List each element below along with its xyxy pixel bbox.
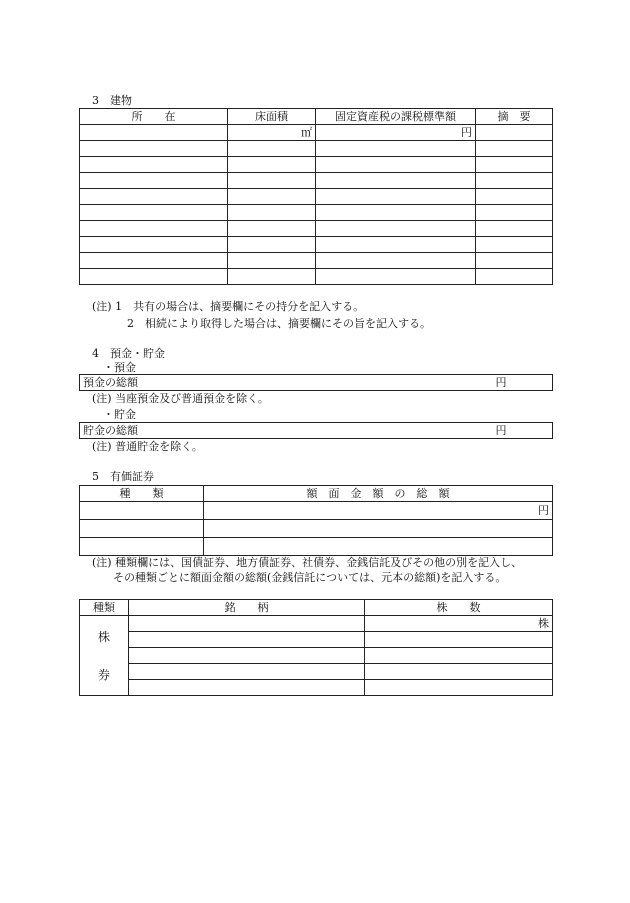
header-stock-kind: 種類 (80, 600, 129, 616)
tax-base-cell[interactable] (316, 141, 476, 157)
area-unit: ㎡ (301, 126, 312, 139)
stock-kind-bottom: 券 (97, 667, 110, 682)
location-cell[interactable] (80, 253, 228, 269)
header-location: 所 在 (80, 109, 228, 125)
table-header-row (80, 600, 553, 616)
savings-total-table (79, 422, 553, 439)
deposit-total-row (80, 375, 553, 391)
area-cell[interactable] (228, 173, 316, 189)
savings-subheading: ・貯金 (103, 408, 136, 421)
area-cell[interactable] (228, 253, 316, 269)
share-count-cell[interactable] (365, 616, 553, 632)
location-cell[interactable] (80, 125, 228, 141)
area-cell[interactable] (228, 237, 316, 253)
area-cell[interactable] (228, 157, 316, 173)
header-share-count: 株 数 (365, 600, 553, 616)
yen-unit: 円 (495, 424, 507, 437)
tax-base-cell[interactable] (316, 237, 476, 253)
table-row (80, 141, 553, 157)
location-cell[interactable] (80, 205, 228, 221)
area-cell[interactable] (228, 141, 316, 157)
stocks-table (79, 599, 553, 696)
header-securities-kind: 種 類 (80, 486, 204, 502)
table-row (80, 173, 553, 189)
remarks-cell[interactable] (476, 189, 553, 205)
header-face-value-total: 額 面 金 額 の 総 額 (204, 486, 553, 502)
face-value-cell[interactable] (204, 538, 553, 556)
securities-note-2: その種類ごとに額面金額の総額(金銭信託については、元本の総額)を記入する。 (113, 571, 507, 584)
remarks-cell[interactable] (476, 157, 553, 173)
share-unit: 株 (538, 617, 549, 630)
remarks-cell[interactable] (476, 141, 553, 157)
tax-base-cell[interactable] (316, 157, 476, 173)
table-row (80, 648, 553, 664)
tax-base-cell[interactable] (316, 205, 476, 221)
table-row (80, 189, 553, 205)
table-header-row (80, 109, 553, 125)
savings-note: (注) 普通貯金を除く。 (92, 440, 203, 453)
tax-base-cell[interactable] (316, 253, 476, 269)
building-note-2: 2 相続により取得した場合は、摘要欄にその旨を記入する。 (127, 317, 431, 330)
table-row (80, 538, 553, 556)
header-tax-base: 固定資産税の課税標準額 (316, 109, 476, 125)
savings-total-label: 貯金の総額 (80, 423, 480, 439)
area-cell[interactable] (228, 189, 316, 205)
tax-base-cell[interactable] (316, 189, 476, 205)
table-row (80, 632, 553, 648)
building-heading: 3 建物 (92, 94, 132, 107)
brand-cell[interactable] (129, 664, 365, 680)
kind-cell[interactable] (80, 520, 204, 538)
area-cell[interactable] (228, 269, 316, 285)
tax-base-cell[interactable] (316, 221, 476, 237)
table-row (80, 237, 553, 253)
kind-cell[interactable] (80, 538, 204, 556)
brand-cell[interactable] (129, 632, 365, 648)
table-row (80, 157, 553, 173)
table-row (80, 502, 553, 520)
table-row (80, 680, 553, 696)
remarks-cell[interactable] (476, 205, 553, 221)
table-row (80, 520, 553, 538)
area-cell[interactable] (228, 125, 316, 141)
tax-base-cell[interactable] (316, 125, 476, 141)
share-count-cell[interactable] (365, 632, 553, 648)
remarks-cell[interactable] (476, 253, 553, 269)
stock-kind-top: 株 (97, 629, 110, 644)
building-table (79, 108, 553, 285)
location-cell[interactable] (80, 237, 228, 253)
deposit-note: (注) 当座預金及び普通預金を除く。 (92, 392, 269, 405)
location-cell[interactable] (80, 141, 228, 157)
stock-kind-cell (80, 616, 129, 696)
table-row (80, 616, 553, 632)
area-cell[interactable] (228, 221, 316, 237)
securities-table (79, 485, 553, 556)
savings-total-value[interactable] (480, 423, 553, 439)
table-row (80, 269, 553, 285)
yen-unit: 円 (538, 504, 549, 517)
remarks-cell[interactable] (476, 173, 553, 189)
yen-unit: 円 (461, 126, 472, 139)
share-count-cell[interactable] (365, 680, 553, 696)
tax-base-cell[interactable] (316, 173, 476, 189)
location-cell[interactable] (80, 221, 228, 237)
table-row (80, 253, 553, 269)
header-brand: 銘 柄 (129, 600, 365, 616)
securities-note-1: (注) 種類欄には、国債証券、地方債証券、社債券、金銭信託及びその他の別を記入し、 (92, 556, 523, 569)
remarks-cell[interactable] (476, 125, 553, 141)
brand-cell[interactable] (129, 616, 365, 632)
savings-total-row (80, 423, 553, 439)
remarks-cell[interactable] (476, 221, 553, 237)
table-row (80, 664, 553, 680)
area-cell[interactable] (228, 205, 316, 221)
location-cell[interactable] (80, 189, 228, 205)
share-count-cell[interactable] (365, 664, 553, 680)
remarks-cell[interactable] (476, 237, 553, 253)
tax-base-cell[interactable] (316, 269, 476, 285)
table-row (80, 125, 553, 141)
deposits-heading: 4 預金・貯金 (92, 347, 165, 360)
remarks-cell[interactable] (476, 269, 553, 285)
deposit-subheading: ・預金 (103, 361, 136, 374)
face-value-cell[interactable] (204, 502, 553, 520)
table-row (80, 221, 553, 237)
table-row (80, 205, 553, 221)
deposit-total-value[interactable] (480, 375, 553, 391)
location-cell[interactable] (80, 173, 228, 189)
kind-cell[interactable] (80, 502, 204, 520)
securities-heading: 5 有価証券 (92, 470, 154, 483)
yen-unit: 円 (495, 376, 507, 389)
location-cell[interactable] (80, 157, 228, 173)
table-header-row (80, 486, 553, 502)
share-count-cell[interactable] (365, 648, 553, 664)
location-cell[interactable] (80, 269, 228, 285)
deposit-total-label: 預金の総額 (80, 375, 480, 391)
brand-cell[interactable] (129, 648, 365, 664)
header-floor-area: 床面積 (228, 109, 316, 125)
header-remarks: 摘 要 (476, 109, 553, 125)
brand-cell[interactable] (129, 680, 365, 696)
building-note-1: (注) 1 共有の場合は、摘要欄にその持分を記入する。 (92, 300, 365, 313)
deposit-total-table (79, 374, 553, 391)
face-value-cell[interactable] (204, 520, 553, 538)
